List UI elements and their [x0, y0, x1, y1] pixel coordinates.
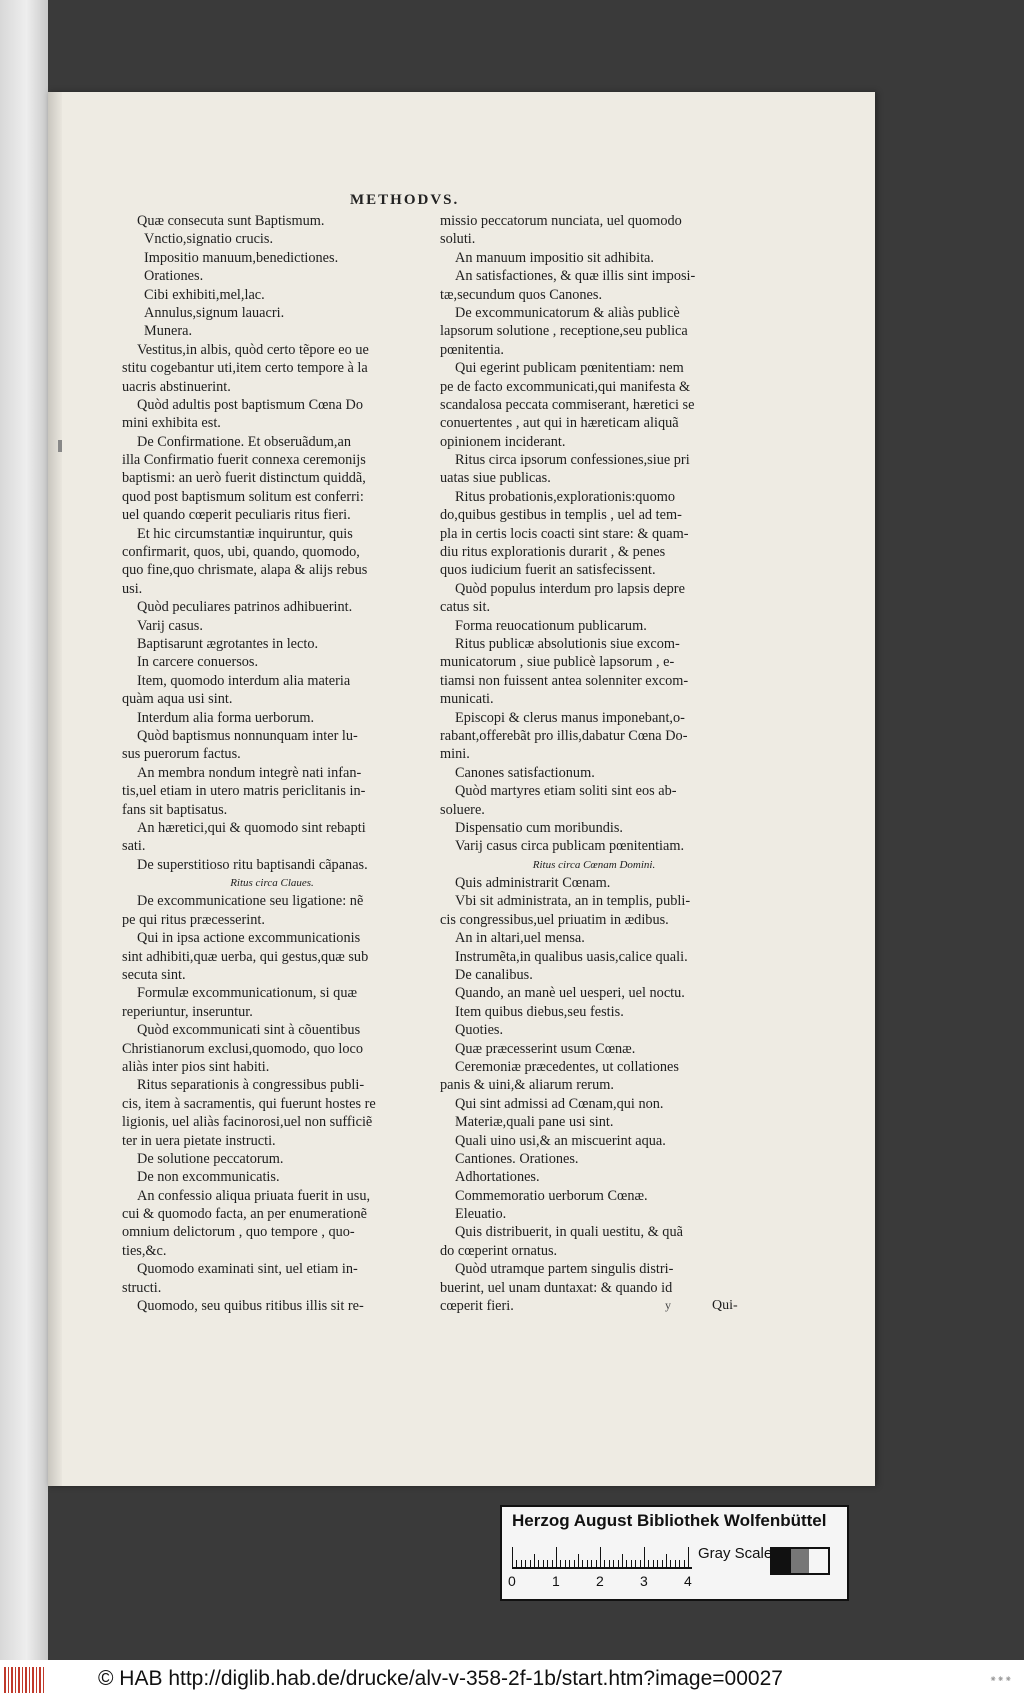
footer-url[interactable]: © HAB http://diglib.hab.de/drucke/alv-v-358-2f-1b/start.htm?image=00027 [98, 1667, 783, 1690]
right-column [440, 212, 748, 1315]
signature-mark: y [665, 1298, 671, 1312]
ruler-tick [560, 1560, 561, 1567]
ruler-tick [547, 1560, 548, 1567]
ruler-tick [534, 1554, 535, 1567]
text-line: Christianorum exclusi,quomodo, quo loco [122, 1040, 364, 1057]
running-head: METHODVS. [350, 192, 460, 208]
gray-scale-swatch [770, 1547, 830, 1575]
text-line: Impositio manuum,benedictiones. [144, 249, 339, 266]
text-line: scandalosa peccata commiserant, hæretici se [440, 396, 695, 413]
text-line: Qui sint admissi ad Cœnam,qui non. [455, 1095, 664, 1112]
text-line: missio peccatorum nunciata, uel quomodo [440, 213, 682, 229]
text-line: Commemoratio uerborum Cœnæ. [455, 1187, 648, 1204]
ruler-tick [556, 1547, 557, 1567]
text-line: Quòd adultis post baptismum Cœna Do [137, 396, 363, 413]
text-line: Baptisarunt ægrotantes in lecto. [137, 635, 319, 652]
text-line: sus puerorum factus. [122, 746, 241, 763]
text-line: illa Confirmatio fuerit connexa ceremonijs [122, 452, 366, 469]
text-line: Quòd martyres etiam soliti sint eos ab- [455, 783, 677, 800]
text-line: Munera. [144, 323, 193, 340]
text-line: Ritus separationis à congressibus publi- [137, 1077, 365, 1094]
ruler-tick [679, 1560, 680, 1567]
text-line: Ritus circa ipsorum confessiones,siue pri [455, 452, 690, 469]
text-line: Vbi sit administrata, an in templis, publi- [455, 893, 691, 910]
ruler-tick [587, 1560, 588, 1567]
text-line: cis, item à sacramentis, qui fuerunt hostes re [122, 1095, 376, 1112]
text-line: usi. [122, 580, 143, 597]
text-line: Cibi exhibiti,mel,lac. [144, 286, 265, 303]
ruler-tick [516, 1560, 517, 1567]
ruler-tick [530, 1560, 531, 1567]
text-line: Quis distribuerit, in quali uestitu, & quã [455, 1224, 683, 1241]
catchword: Qui- [712, 1298, 738, 1313]
gray-swatch-cell [791, 1549, 810, 1573]
text-line: Ritus probationis,explorationis:quomo [455, 488, 676, 505]
text-line: An hæretici,qui & quomodo sint rebapti [137, 819, 366, 836]
ruler-tick [622, 1554, 623, 1567]
text-line: soluere. [440, 801, 485, 818]
ruler-tick [635, 1560, 636, 1567]
text-line: Quòd peculiares patrinos adhibuerint. [137, 599, 353, 616]
ruler-tick [552, 1560, 553, 1567]
text-line: Quali uino usi,& an miscuerint aqua. [455, 1132, 666, 1149]
text-line: quod post baptismum solitum est conferri: [122, 488, 364, 505]
text-line: tis,uel etiam in utero matris periclitanis in- [122, 783, 366, 800]
text-line: Quomodo examinati sint, uel etiam in- [137, 1261, 358, 1278]
text-line: Quòd excommunicati sint à cõuentibus [137, 1022, 361, 1039]
text-line: pla in certis locis coacti sint stare: & quam- [440, 525, 689, 542]
text-line: De superstitioso ritu baptisandi cãpanas. [137, 856, 368, 873]
text-line: De canalibus. [455, 967, 533, 984]
text-line: Quæ præcesserint usum Cœnæ. [455, 1040, 636, 1057]
color-ruler [500, 1505, 849, 1601]
text-line: Quæ consecuta sunt Baptismum. [137, 213, 325, 229]
text-line: tiamsi non fuissent antea solenniter excom- [440, 672, 689, 689]
text-line: Ritus publicæ absolutionis siue excom- [455, 635, 680, 652]
ruler-tick [574, 1560, 575, 1567]
text-line: Quando, an manè uel uesperi, uel noctu. [455, 985, 685, 1002]
ruler-tick [596, 1560, 597, 1567]
ruler-tick [662, 1560, 663, 1567]
page-gutter [48, 92, 62, 1486]
text-line: quàm aqua usi sint. [122, 691, 233, 708]
ruler-tick [626, 1560, 627, 1567]
ruler-tick [648, 1560, 649, 1567]
text-line: De excommunicatorum & aliàs publicè [455, 304, 680, 321]
text-line: Annulus,signum lauacri. [144, 304, 285, 321]
ruler-scale [512, 1547, 692, 1569]
text-line: Qui egerint publicam pœnitentiam: nem [455, 360, 684, 377]
text-line: sint adhibiti,quæ uerba, qui gestus,quæ sub [122, 948, 369, 965]
text-line: secuta sint. [122, 967, 186, 984]
ruler-tick [582, 1560, 583, 1567]
ruler-tick [631, 1560, 632, 1567]
text-line: lapsorum solutione , receptione,seu publica [440, 323, 688, 340]
ruler-tick [538, 1560, 539, 1567]
ruler-tick [512, 1547, 513, 1567]
ruler-tick [675, 1560, 676, 1567]
ruler-tick [569, 1560, 570, 1567]
text-line: Vnctio,signatio crucis. [144, 231, 274, 248]
text-line: De non excommunicatis. [137, 1169, 280, 1186]
text-line: uatas siue publicas. [440, 470, 551, 487]
left-column [122, 212, 422, 1315]
text-line: sati. [122, 838, 146, 855]
ruler-tick [653, 1560, 654, 1567]
text-line: pe de facto excommunicati,qui manifesta & [440, 378, 691, 395]
text-line: baptismi: an uerò fuerit distinctum quiddã, [122, 470, 366, 487]
text-line: Varij casus. [137, 617, 203, 634]
ruler-tick [604, 1560, 605, 1567]
ruler-tick [670, 1560, 671, 1567]
text-line: Cantiones. Orationes. [455, 1150, 579, 1167]
ruler-tick [521, 1560, 522, 1567]
text-line: ter in uera pietate instructi. [122, 1132, 276, 1149]
text-line: An membra nondum integrè nati infan- [137, 764, 362, 781]
text-line: structi. [122, 1279, 162, 1296]
text-line: cis congressibus,uel priuatim in ædibus. [440, 911, 669, 928]
text-line: Varij casus circa publicam pœnitentiam. [455, 838, 685, 855]
gray-swatch-cell [809, 1549, 828, 1573]
text-line: uacris abstinuerint. [122, 378, 231, 395]
ruler-tick [613, 1560, 614, 1567]
text-line: ligionis, uel aliàs facinorosi,uel non sufficiẽ [122, 1114, 373, 1131]
text-line: reperiuntur, inseruntur. [122, 1003, 253, 1020]
text-line: cœperit fieri. [440, 1298, 514, 1315]
text-line: Item quibus diebus,seu festis. [455, 1003, 624, 1020]
text-line: Materiæ,quali pane usi sint. [455, 1114, 614, 1131]
margin-mark [58, 440, 62, 452]
text-line: Quòd populus interdum pro lapsis depre [455, 580, 685, 597]
text-line: stitu cogebantur uti,item certo tempore à la [122, 360, 368, 377]
text-line: rabant,offerebãt pro illis,dabatur Cœna Do- [440, 727, 688, 744]
text-line: do cœperint ornatus. [440, 1242, 558, 1259]
text-line: Forma reuocationum publicarum. [455, 617, 647, 634]
ruler-tick [644, 1547, 645, 1567]
text-line: Quòd utramque partem singulis distri- [455, 1261, 674, 1278]
text-line: De solutione peccatorum. [137, 1150, 284, 1167]
text-line: conuertentes , aut qui in hæreticam aliquã [440, 415, 679, 432]
text-line: soluti. [440, 231, 476, 248]
text-line: confirmarit, quos, ubi, quando, quomodo, [122, 544, 360, 561]
text-line: do,quibus gestibus in templis , uel ad tem- [440, 507, 682, 524]
text-line: An in altari,uel mensa. [455, 930, 585, 947]
text-line: municatorum , siue publicè lapsorum , e- [440, 654, 675, 671]
text-line: Orationes. [144, 268, 204, 285]
left-background [0, 0, 48, 1660]
text-line: mini. [440, 746, 470, 763]
ruler-tick [618, 1560, 619, 1567]
ruler-tick [543, 1560, 544, 1567]
ruler-tick [684, 1560, 685, 1567]
text-line: Episcopi & clerus manus imponebant,o- [455, 709, 685, 726]
text-line: Quis administrarit Cœnam. [455, 875, 611, 892]
ruler-tick [609, 1560, 610, 1567]
text-line: mini exhibita est. [122, 415, 221, 432]
text-line: Dispensatio cum moribundis. [455, 819, 623, 836]
text-line: Adhortationes. [455, 1169, 540, 1186]
text-line: quo fine,quo chrismate, alapa & alijs rebus [122, 562, 368, 579]
text-line: municati. [440, 691, 494, 708]
text-line: Qui in ipsa actione excommunicationis [137, 930, 361, 947]
ruler-tick [600, 1547, 601, 1567]
text-line: quos iudicium fuerit an satisfecissent. [440, 562, 656, 579]
ruler-tick [640, 1560, 641, 1567]
text-line: cui & quomodo facta, an per enumerationẽ [122, 1206, 367, 1223]
ruler-number: 0 [508, 1573, 516, 1589]
ruler-number: 1 [552, 1573, 560, 1589]
text-line: Et hic circumstantiæ inquiruntur, quis [137, 525, 353, 542]
ruler-tick [688, 1547, 689, 1567]
section-heading: Ritus circa Claues. [230, 877, 314, 890]
text-line: Ceremoniæ præcedentes, ut collationes [455, 1058, 679, 1075]
text-line: omnium delictorum , quo tempore , quo- [122, 1224, 355, 1241]
text-line: Canones satisfactionum. [455, 764, 595, 781]
ruler-tick [525, 1560, 526, 1567]
text-line: An confessio aliqua priuata fuerit in usu, [137, 1187, 371, 1204]
text-line: opinionem inciderant. [440, 433, 566, 450]
text-line: fans sit baptisatus. [122, 801, 228, 818]
text-line: Vestitus,in albis, quòd certo tẽpore eo ue [137, 341, 369, 358]
gray-scale-label: Gray Scale [698, 1545, 773, 1562]
text-line: In carcere conuersos. [137, 654, 259, 671]
ruler-number: 2 [596, 1573, 604, 1589]
ruler-tick [666, 1554, 667, 1567]
text-line: diu ritus explorationis durarit , & penes [440, 544, 666, 561]
text-line: An satisfactiones, & quæ illis sint imposi- [455, 268, 696, 285]
footer-dots: ⁕⁕⁕ [989, 1674, 1012, 1684]
ruler-tick [578, 1554, 579, 1567]
text-line: Quòd baptismus nonnunquam inter lu- [137, 727, 358, 744]
text-line: pe qui ritus præcesserint. [122, 911, 265, 928]
text-line: buerint, uel unam duntaxat: & quando id [440, 1279, 673, 1296]
text-line: tæ,secundum quos Canones. [440, 286, 603, 303]
text-line: Formulæ excommunicationum, si quæ [137, 985, 358, 1002]
text-line: Eleuatio. [455, 1206, 507, 1223]
gray-swatch-cell [772, 1549, 791, 1573]
text-line: De excommunicatione seu ligatione: nẽ [137, 893, 364, 910]
ruler-number: 4 [684, 1573, 692, 1589]
section-heading: Ritus circa Cœnam Domini. [532, 858, 656, 871]
text-line: Quomodo, seu quibus ritibus illis sit re- [137, 1298, 364, 1315]
barcode-icon [4, 1667, 44, 1693]
text-line: catus sit. [440, 599, 491, 616]
ruler-tick [657, 1560, 658, 1567]
ruler-tick [591, 1560, 592, 1567]
ruler-tick [565, 1560, 566, 1567]
footer-bar [0, 1660, 1024, 1699]
text-line: panis & uini,& aliarum rerum. [440, 1077, 614, 1094]
text-line: De Confirmatione. Et obseruãdum,an [137, 433, 351, 450]
text-line: Interdum alia forma uerborum. [137, 709, 315, 726]
text-line: uel quando cœperit peculiaris ritus fieri. [122, 507, 351, 524]
text-line: An manuum impositio sit adhibita. [455, 249, 654, 266]
text-line: aliàs inter pios sint habiti. [122, 1058, 270, 1075]
ruler-number: 3 [640, 1573, 648, 1589]
text-line: pœnitentia. [440, 341, 504, 358]
text-line: Instrumẽta,in qualibus uasis,calice quali. [455, 948, 688, 965]
text-line: Item, quomodo interdum alia materia [137, 672, 351, 689]
text-line: Quoties. [455, 1022, 504, 1039]
text-line: ties,&c. [122, 1242, 167, 1259]
ruler-title: Herzog August Bibliothek Wolfenbüttel [512, 1511, 827, 1530]
